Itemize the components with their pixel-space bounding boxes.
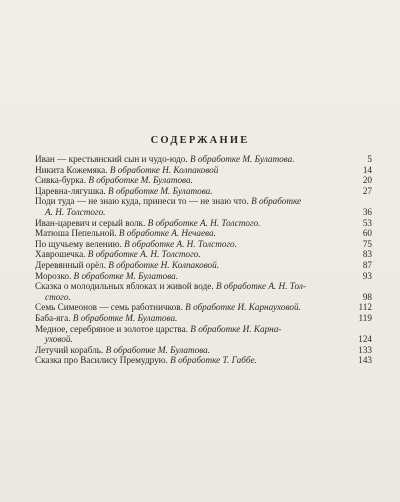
tale-title: Деревянный орёл. (35, 259, 106, 270)
page-number: 87 (362, 259, 372, 270)
tale-title: Сказка про Василису Премудрую. (35, 355, 168, 366)
tale-title: Сивка-бурка. (35, 175, 87, 186)
page-number: 75 (362, 238, 372, 249)
toc-entry-text (35, 165, 348, 176)
adaptation-note: В обработке И. Карна- (190, 323, 282, 334)
toc-entry (35, 313, 372, 324)
toc-entry-text (35, 239, 348, 250)
toc-entry-text (35, 154, 348, 165)
toc-entry (35, 186, 372, 197)
page-number: 20 (362, 175, 372, 186)
tale-title: Сказка о молодильных яблоках и живой воде. (35, 281, 214, 292)
adaptation-note: В обработке И. Карнауховой. (185, 302, 301, 313)
adaptation-note: В обработке М. Булатова. (73, 270, 179, 281)
toc-entry (35, 154, 372, 165)
toc-entry-text (35, 271, 348, 282)
tale-title: Иван-царевич и серый волк. (35, 217, 146, 228)
tale-title: Семь Симеонов — семь работничков. (35, 302, 183, 313)
toc-entry-text (35, 228, 348, 239)
page-number: 133 (358, 344, 372, 355)
toc-entry-text (35, 302, 348, 313)
adaptation-note: В обработке М. Булатова. (105, 344, 211, 355)
page-number: 83 (362, 249, 372, 260)
toc-entry-text (35, 196, 372, 207)
toc-entry (35, 345, 372, 356)
toc-entry-text (35, 345, 348, 356)
toc-entry (35, 218, 372, 229)
tale-title: Никита Кожемяка. (35, 164, 108, 175)
page-number: 119 (358, 312, 372, 323)
page-number: 36 (362, 206, 372, 217)
tale-title: Поди туда — не знаю куда, принеси то — не знаю что. (35, 196, 249, 207)
adaptation-note: В обработке (251, 196, 302, 207)
toc-entry-continuation (35, 207, 372, 218)
page-number: 143 (358, 355, 372, 366)
adaptation-note-continuation: уховой. (45, 334, 73, 345)
toc-entry-text (35, 355, 348, 366)
tale-title: Матюша Пепельной. (35, 228, 117, 239)
adaptation-note: В обработке М. Булатова. (190, 154, 295, 164)
toc-entry-text (35, 249, 348, 260)
toc-entry-continuation (35, 334, 372, 345)
page-number: 124 (358, 334, 372, 345)
contents-heading: СОДЕРЖАНИЕ (150, 135, 250, 146)
toc-entry-text (35, 175, 348, 186)
toc-entry (35, 271, 372, 282)
toc-entry (35, 165, 372, 176)
toc-entry (35, 302, 372, 313)
tale-title: Хаврошечка. (35, 249, 86, 260)
toc-entry (35, 175, 372, 186)
adaptation-note: В обработке А. Н. Толстого. (124, 238, 237, 249)
toc-entry-text (35, 313, 348, 324)
toc-entry (35, 228, 372, 239)
tale-title: Морозко. (35, 270, 72, 281)
page-number: 60 (362, 228, 372, 239)
toc-entry-text (35, 260, 348, 271)
toc-entry (35, 239, 372, 250)
toc-entry-text (35, 186, 348, 197)
toc-entry-text (35, 281, 372, 292)
tale-title: Царевна-лягушка. (35, 185, 106, 196)
adaptation-note: В обработке М. Булатова. (108, 185, 213, 196)
adaptation-note: В обработке А. Н. Толстого. (147, 217, 261, 228)
page-number: 27 (362, 185, 372, 196)
page-number: 93 (362, 270, 372, 281)
page-number: 53 (362, 217, 372, 228)
page-number: 14 (362, 164, 372, 175)
tale-title: Летучий корабль. (35, 344, 104, 355)
table-of-contents (35, 154, 372, 366)
adaptation-note: В обработке А. Н. Толстого. (87, 249, 201, 260)
adaptation-note: В обработке Н. Колпаковой (109, 164, 219, 175)
adaptation-note-continuation: стого. (45, 291, 71, 302)
toc-entry-text (35, 218, 348, 229)
page-number: 112 (358, 302, 372, 313)
adaptation-note: В обработке М. Булатова. (72, 312, 178, 323)
page-number: 98 (362, 291, 372, 302)
adaptation-note: В обработке А. Нечаева. (118, 228, 216, 239)
adaptation-note: В обработке М. Булатова. (88, 175, 193, 186)
adaptation-note: В обработке Т. Габбе. (170, 355, 257, 366)
toc-entry-continuation (35, 292, 372, 303)
toc-entry (35, 324, 372, 335)
toc-entry-text (35, 324, 372, 335)
adaptation-note: В обработке А. Н. Тол- (215, 281, 306, 292)
toc-entry (35, 281, 372, 292)
tale-title: Иван — крестьянский сын и чудо-юдо. (35, 154, 188, 164)
tale-title: По щучьему велению. (35, 238, 122, 249)
adaptation-note: В обработке Н. Колпаковой. (108, 259, 220, 270)
page-number: 5 (367, 154, 372, 164)
toc-entry (35, 355, 372, 366)
toc-entry (35, 249, 372, 260)
tale-title: Баба-яга. (35, 312, 71, 323)
tale-title: Медное, серебряное и золотое царства. (35, 323, 188, 334)
toc-entry (35, 196, 372, 207)
toc-entry (35, 260, 372, 271)
adaptation-note-continuation: А. Н. Толстого. (45, 206, 106, 217)
